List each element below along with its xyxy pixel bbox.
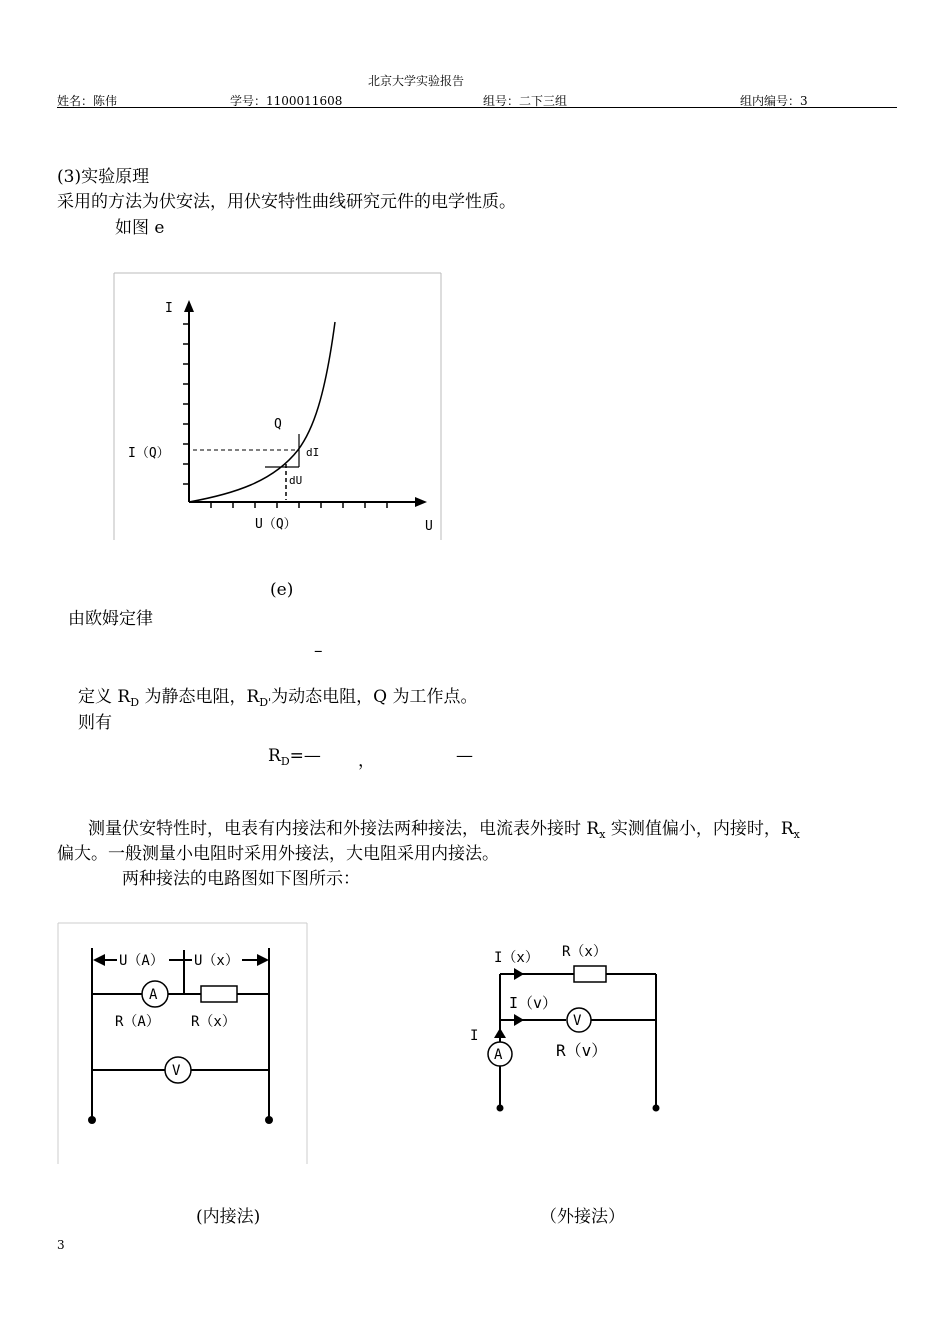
paragraph-line-2: 偏大。一般测量小电阻时采用外接法，大电阻采用内接法。 — [57, 844, 499, 864]
rv-label: R（v） — [556, 1041, 608, 1060]
inner-connection-circuit — [57, 922, 309, 1166]
outer-circuit-caption: （外接法） — [540, 1207, 625, 1227]
intro-text: 采用的方法为伏安法，用伏安特性曲线研究元件的电学性质。 — [57, 192, 516, 212]
ohm-law-lead: 由欧姆定律 — [68, 609, 153, 629]
uq-label: U（Q） — [255, 517, 297, 532]
rd-prime-fraction-bar: — — [456, 746, 473, 766]
rd-formula: $R_D=—$ — [268, 746, 321, 768]
svg-text:A: A — [149, 987, 158, 1003]
see-figure-text: 如图 e — [115, 218, 165, 238]
student-id: 学号：1100011608 — [230, 94, 343, 108]
rx-label: R（x） — [191, 1014, 236, 1030]
svg-text:V: V — [172, 1063, 181, 1079]
iv-arrow-icon — [514, 1014, 524, 1026]
terminal-right — [265, 1116, 273, 1124]
page-number: 3 — [57, 1238, 65, 1252]
svg-text:A: A — [494, 1047, 503, 1063]
ra-label: R（A） — [115, 1014, 160, 1030]
iq-label: I（Q） — [128, 446, 170, 461]
ix-label: I（x） — [494, 950, 539, 966]
x-axis-arrow-icon — [415, 497, 427, 507]
ux-label: U（x） — [194, 953, 239, 969]
paragraph-line-1: 测量伏安特性时，电表有内接法和外接法两种接法，电流表外接时 $R_x$ 实测值偏小，内接时，$R_x$ — [88, 819, 800, 841]
terminal-left — [88, 1116, 96, 1124]
x-axis-label: U — [425, 519, 433, 534]
member-number: 组内编号：3 — [740, 94, 808, 108]
stray-dash: – — [314, 641, 323, 661]
q-point-label: Q — [274, 417, 282, 432]
iv-curve — [189, 322, 335, 502]
ua-left-arrow-icon — [93, 954, 105, 966]
definition-text: 定义 $R_D$ 为静态电阻，$R_{D'}$为动态电阻，Q 为工作点。 — [78, 687, 478, 709]
section-heading: (3)实验原理 — [57, 167, 150, 187]
svg-text:V: V — [573, 1013, 582, 1029]
iv-curve-figure — [113, 272, 443, 542]
ux-right-arrow-icon — [257, 954, 269, 966]
outer-connection-circuit — [462, 934, 682, 1124]
du-label: dU — [289, 474, 303, 487]
ix-arrow-icon — [514, 968, 524, 980]
paragraph-line-3: 两种接法的电路图如下图所示： — [122, 869, 360, 889]
i-label: I — [470, 1028, 479, 1044]
header-rule — [57, 107, 897, 108]
di-label: dI — [306, 446, 320, 459]
y-axis-label: I — [165, 301, 173, 316]
rx-label-outer: R（x） — [562, 944, 607, 960]
terminal-left-outer — [497, 1105, 504, 1112]
ua-label: U（A） — [119, 953, 164, 969]
i-arrow-icon — [494, 1028, 506, 1038]
iv-label: I（v） — [509, 994, 558, 1012]
student-name: 姓名：陈伟 — [57, 94, 118, 108]
report-title: 北京大学实验报告 — [368, 74, 465, 88]
formula-comma: ， — [358, 751, 375, 771]
inner-circuit-caption: (内接法) — [196, 1207, 261, 1227]
then-text: 则有 — [78, 713, 112, 733]
resistor-rx — [201, 986, 237, 1002]
figure-e-caption: (e) — [270, 580, 294, 600]
group-number: 组号：二下三组 — [483, 94, 568, 108]
terminal-right-outer — [653, 1105, 660, 1112]
resistor-rx-outer — [574, 966, 606, 982]
y-axis-arrow-icon — [184, 300, 194, 312]
